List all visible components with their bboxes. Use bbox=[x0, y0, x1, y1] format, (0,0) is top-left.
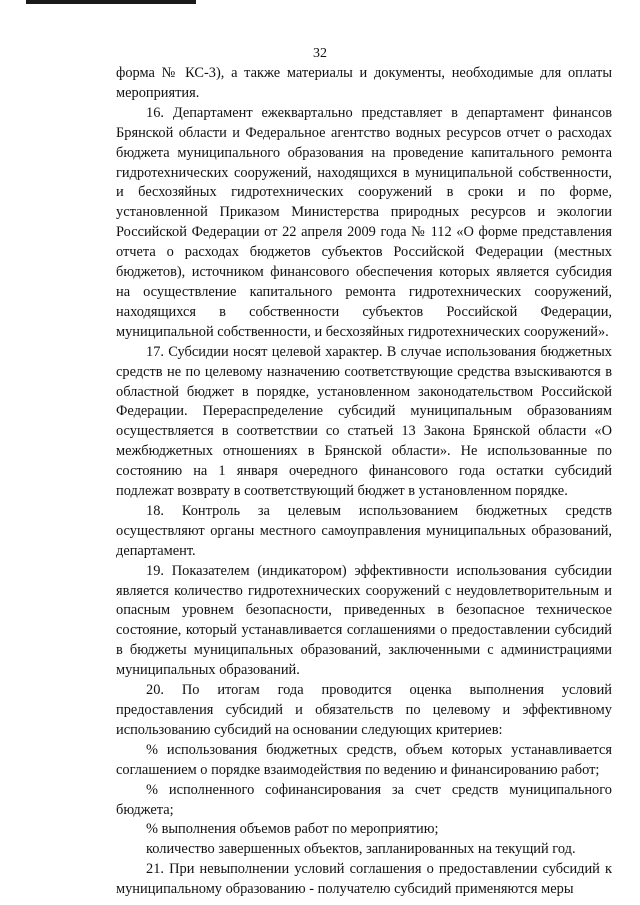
criterion-completed-objects: количество завершенных объектов, запланированных на текущий год. bbox=[146, 841, 576, 858]
document-body bbox=[116, 64, 612, 900]
paragraph-continuation: форма № КС-3), а также материалы и документы, необходимые для оплаты мероприятия. bbox=[116, 65, 612, 101]
page-number: 32 bbox=[313, 46, 327, 61]
paragraph-18: 18. Контроль за целевым использованием бюджетных средств осуществляют органы местного самоуправления муниципальных образований, департамент. bbox=[116, 502, 612, 559]
criterion-work-volume: % выполнения объемов работ по мероприятию; bbox=[146, 821, 439, 838]
paragraph-17: 17. Субсидии носят целевой характер. В случае использования бюджетных средств не по целевому назначению соответствующие средства взыскиваются в областной бюджет в порядке, установленном законодательством Российской Федерации. Перераспределение субсидий муниципальным образованиям осуществляется в соответствии со статьей 13 Закона Брянской области «О межбюджетных отношениях в Брянской области». Не использованные по состоянию на 1 января очередного финансового года остатки субсидий подлежат возврату в соответствующий бюджет в установленном порядке. bbox=[116, 343, 612, 500]
criterion-cofinancing: % исполненного софинансирования за счет средств муниципального бюджета; bbox=[116, 781, 612, 818]
paragraph-20: 20. По итогам года проводится оценка выполнения условий предоставления субсидий и обязательств по целевому и эффективному использованию субсидий на основании следующих критериев: bbox=[116, 682, 612, 738]
paragraph-21: 21. При невыполнении условий соглашения о предоставлении субсидий к муниципальному образованию - получателю субсидий применяются меры bbox=[116, 861, 612, 898]
paragraph-16: 16. Департамент ежеквартально представляет в департамент финансов Брянской области и Федеральное агентство водных ресурсов отчет о расходах бюджета муниципального образования на проведение капитального ремонта гидротехнических сооружений, находящихся в муниципальной собственности, и бесхозяйных гидротехнических сооружений в сроки и по форме, установленной Приказом Министерства природных ресурсов и экологии Российской Федерации от 22 апреля 2009 года № 112 «О форме представления отчета о расходах бюджетов субъектов Российской Федерации (местных бюджетов), источником финансового обеспечения которых является субсидия на осуществление капитального ремонта гидротехнических сооружений, находящихся в собственности субъектов Российской Федерации, муниципальной собственности, и бесхозяйных гидротехнических сооружений». bbox=[116, 104, 612, 340]
criterion-budget-usage: % использования бюджетных средств, объем которых устанавливается соглашением о порядке взаимодействия по ведению и финансированию работ; bbox=[116, 741, 612, 778]
top-edge-rule bbox=[26, 0, 196, 4]
paragraph-19: 19. Показателем (индикатором) эффективности использования субсидии является количество гидротехнических сооружений с неудовлетворительным и опасным уровнем безопасности, приведенных в безопасное техническое состояние, который устанавливается соглашениями о предоставлении субсидий в бюджеты муниципальных образований, заключенными с администрациями муниципальных образований. bbox=[116, 562, 612, 679]
